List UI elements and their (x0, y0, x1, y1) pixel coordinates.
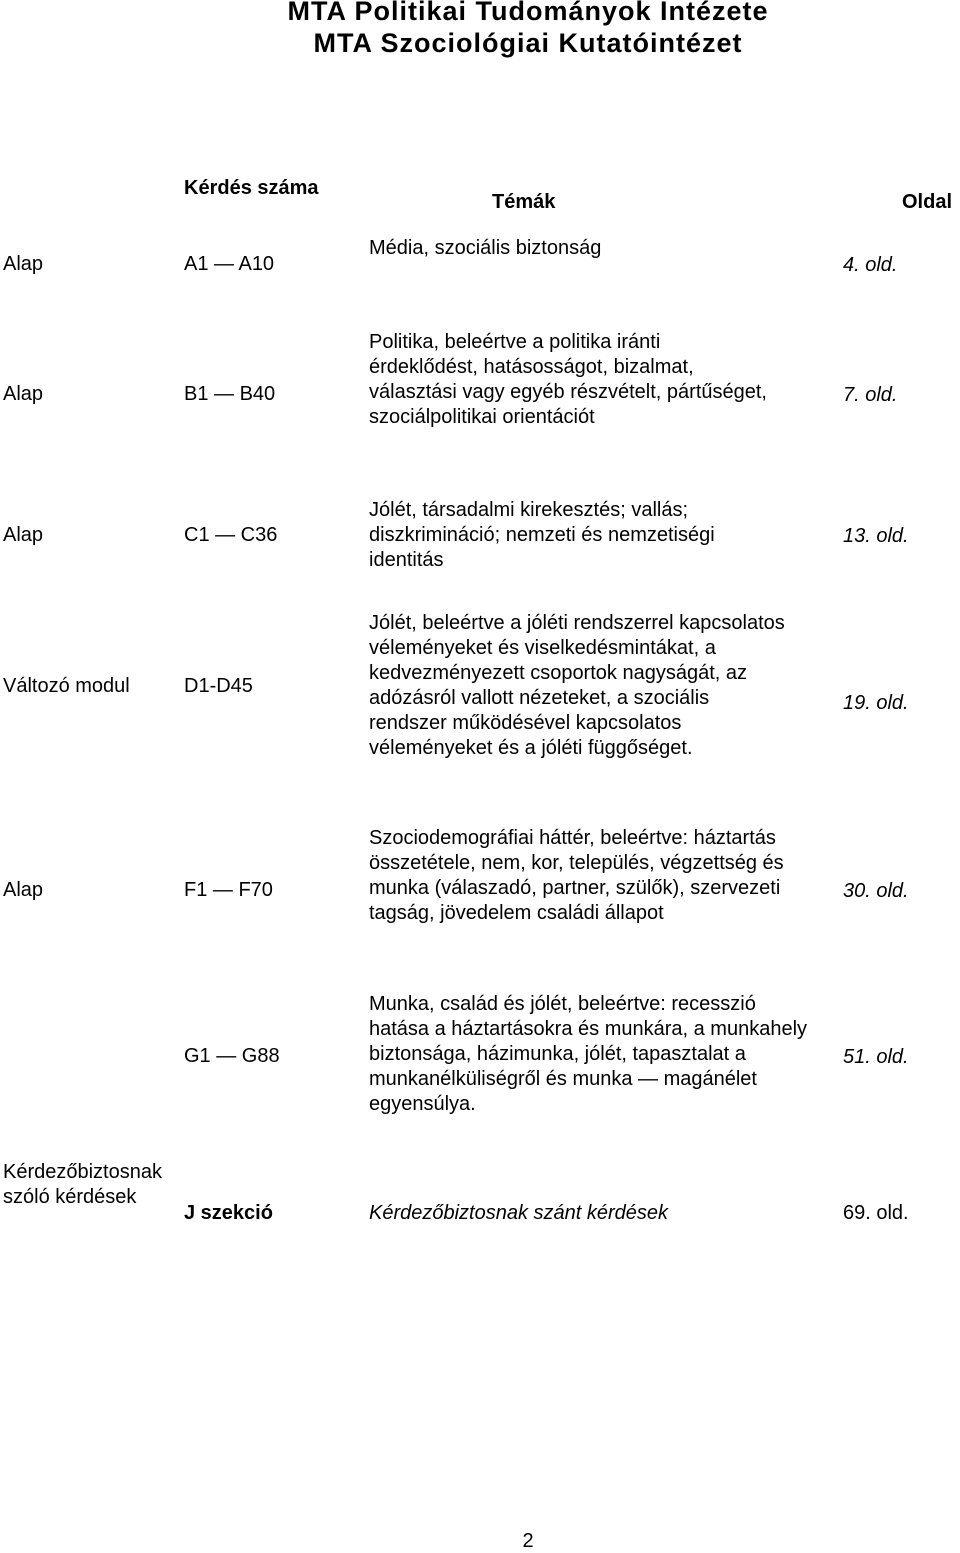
row-page: 51. old. (843, 1046, 909, 1068)
row-page: 19. old. (843, 692, 909, 714)
institute-name-1: MTA Politikai Tudományok Intézete (287, 0, 769, 26)
row-code: B1 — B40 (184, 383, 276, 405)
row-category: Alap (3, 383, 44, 405)
institute-name-2: MTA Szociológiai Kutatóintézet (313, 28, 743, 58)
row-page: 13. old. (843, 525, 909, 547)
row-code: C1 — C36 (184, 524, 278, 546)
row-page: 69. old. (843, 1202, 909, 1224)
row-category: Kérdezőbiztosnak szóló kérdések (3, 1161, 162, 1208)
column-header-page: Oldal (902, 191, 953, 213)
row-topic: Média, szociális biztonság (369, 237, 602, 259)
row-topic: Szociodemográfiai háttér, beleértve: háztartás összetétele, nem, kor, település, végzettség és munka (válaszadó, partner, szülők), szervezeti tagság, jövedelem családi állapot (369, 827, 784, 924)
row-code: J szekció (184, 1202, 273, 1224)
row-category: Alap (3, 253, 44, 275)
row-page: 30. old. (843, 880, 909, 902)
page-number: 2 (522, 1530, 534, 1552)
column-header-topics: Témák (492, 191, 556, 213)
row-code: G1 — G88 (184, 1045, 280, 1067)
row-page: 4. old. (843, 254, 898, 276)
row-code: F1 — F70 (184, 879, 273, 901)
row-category: Változó modul (3, 675, 130, 697)
row-page: 7. old. (843, 384, 898, 406)
row-topic: Munka, család és jólét, beleértve: recesszió hatása a háztartásokra és munkára, a munkahely biztonsága, házimunka, jólét, tapasztalat a munkanélküliségről és munka — magánélet egyensúlya. (369, 993, 808, 1115)
row-category: Alap (3, 524, 44, 546)
row-code: A1 — A10 (184, 253, 275, 275)
row-category: Alap (3, 879, 44, 901)
row-topic: Politika, beleértve a politika iránti érdeklődést, hatásosságot, bizalmat, választási vagy egyéb részvételt, pártűséget, szociálpolitikai orientációt (369, 331, 767, 428)
row-topic: Kérdezőbiztosnak szánt kérdések (369, 1202, 669, 1224)
column-header-question-number: Kérdés száma (184, 177, 319, 199)
row-code: D1-D45 (184, 675, 253, 697)
row-topic: Jólét, társadalmi kirekesztés; vallás; diszkrimináció; nemzeti és nemzetiségi identitás (369, 499, 715, 571)
row-topic: Jólét, beleértve a jóléti rendszerrel kapcsolatos véleményeket és viselkedésmintákat, a kedvezményezett csoportok nagyságát, az adózásról vallott nézeteket, a szociális rendszer működésével kapcsolatos véleményeket és a jóléti függőséget. (369, 612, 785, 759)
